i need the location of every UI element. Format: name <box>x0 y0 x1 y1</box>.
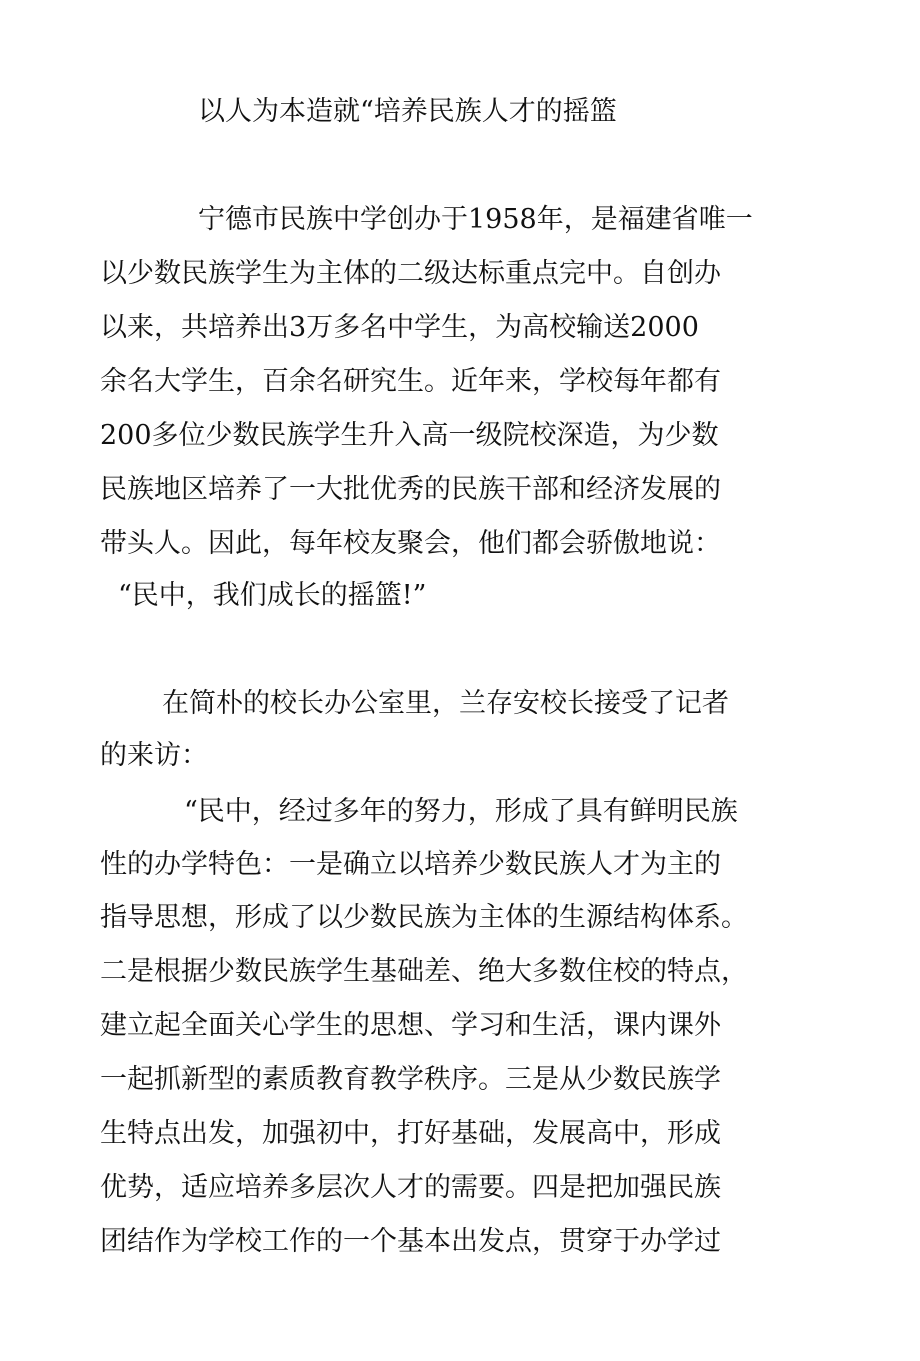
paragraph-line: “民中，经过多年的努力，形成了具有鲜明民族 <box>184 796 738 827</box>
paragraph-line: 以来，共培养出3万多名中学生，为高校输送2000 <box>100 312 699 343</box>
paragraph-line: 一起抓新型的素质教育教学秩序。三是从少数民族学 <box>100 1064 721 1095</box>
paragraph-line: 带头人。因此，每年校友聚会，他们都会骄傲地说： <box>100 528 721 559</box>
paragraph-line: 生特点出发，加强初中，打好基础，发展高中，形成 <box>100 1118 721 1149</box>
paragraph-line: 建立起全面关心学生的思想、学习和生活，课内课外 <box>100 1010 721 1041</box>
paragraph-line: 二是根据少数民族学生基础差、绝大多数住校的特点， <box>100 956 748 987</box>
paragraph-line: 指导思想，形成了以少数民族为主体的生源结构体系。 <box>100 902 748 933</box>
paragraph-line: 宁德市民族中学创办于1958年，是福建省唯一 <box>198 204 753 235</box>
document-title: 以人为本造就“培养民族人才的摇篮 <box>198 96 617 127</box>
paragraph-line: 在简朴的校长办公室里，兰存安校长接受了记者 <box>162 688 729 719</box>
paragraph-line: 的来访： <box>100 740 208 771</box>
paragraph-line: 以少数民族学生为主体的二级达标重点完中。自创办 <box>100 258 721 289</box>
paragraph-line: 200多位少数民族学生升入高一级院校深造，为少数 <box>100 420 719 451</box>
paragraph-line: “民中，我们成长的摇篮!” <box>118 580 427 611</box>
paragraph-line: 民族地区培养了一大批优秀的民族干部和经济发展的 <box>100 474 721 505</box>
paragraph-line: 余名大学生，百余名研究生。近年来，学校每年都有 <box>100 366 721 397</box>
paragraph-line: 性的办学特色：一是确立以培养少数民族人才为主的 <box>100 849 721 880</box>
paragraph-line: 团结作为学校工作的一个基本出发点，贯穿于办学过 <box>100 1226 721 1257</box>
paragraph-line: 优势，适应培养多层次人才的需要。四是把加强民族 <box>100 1172 721 1203</box>
